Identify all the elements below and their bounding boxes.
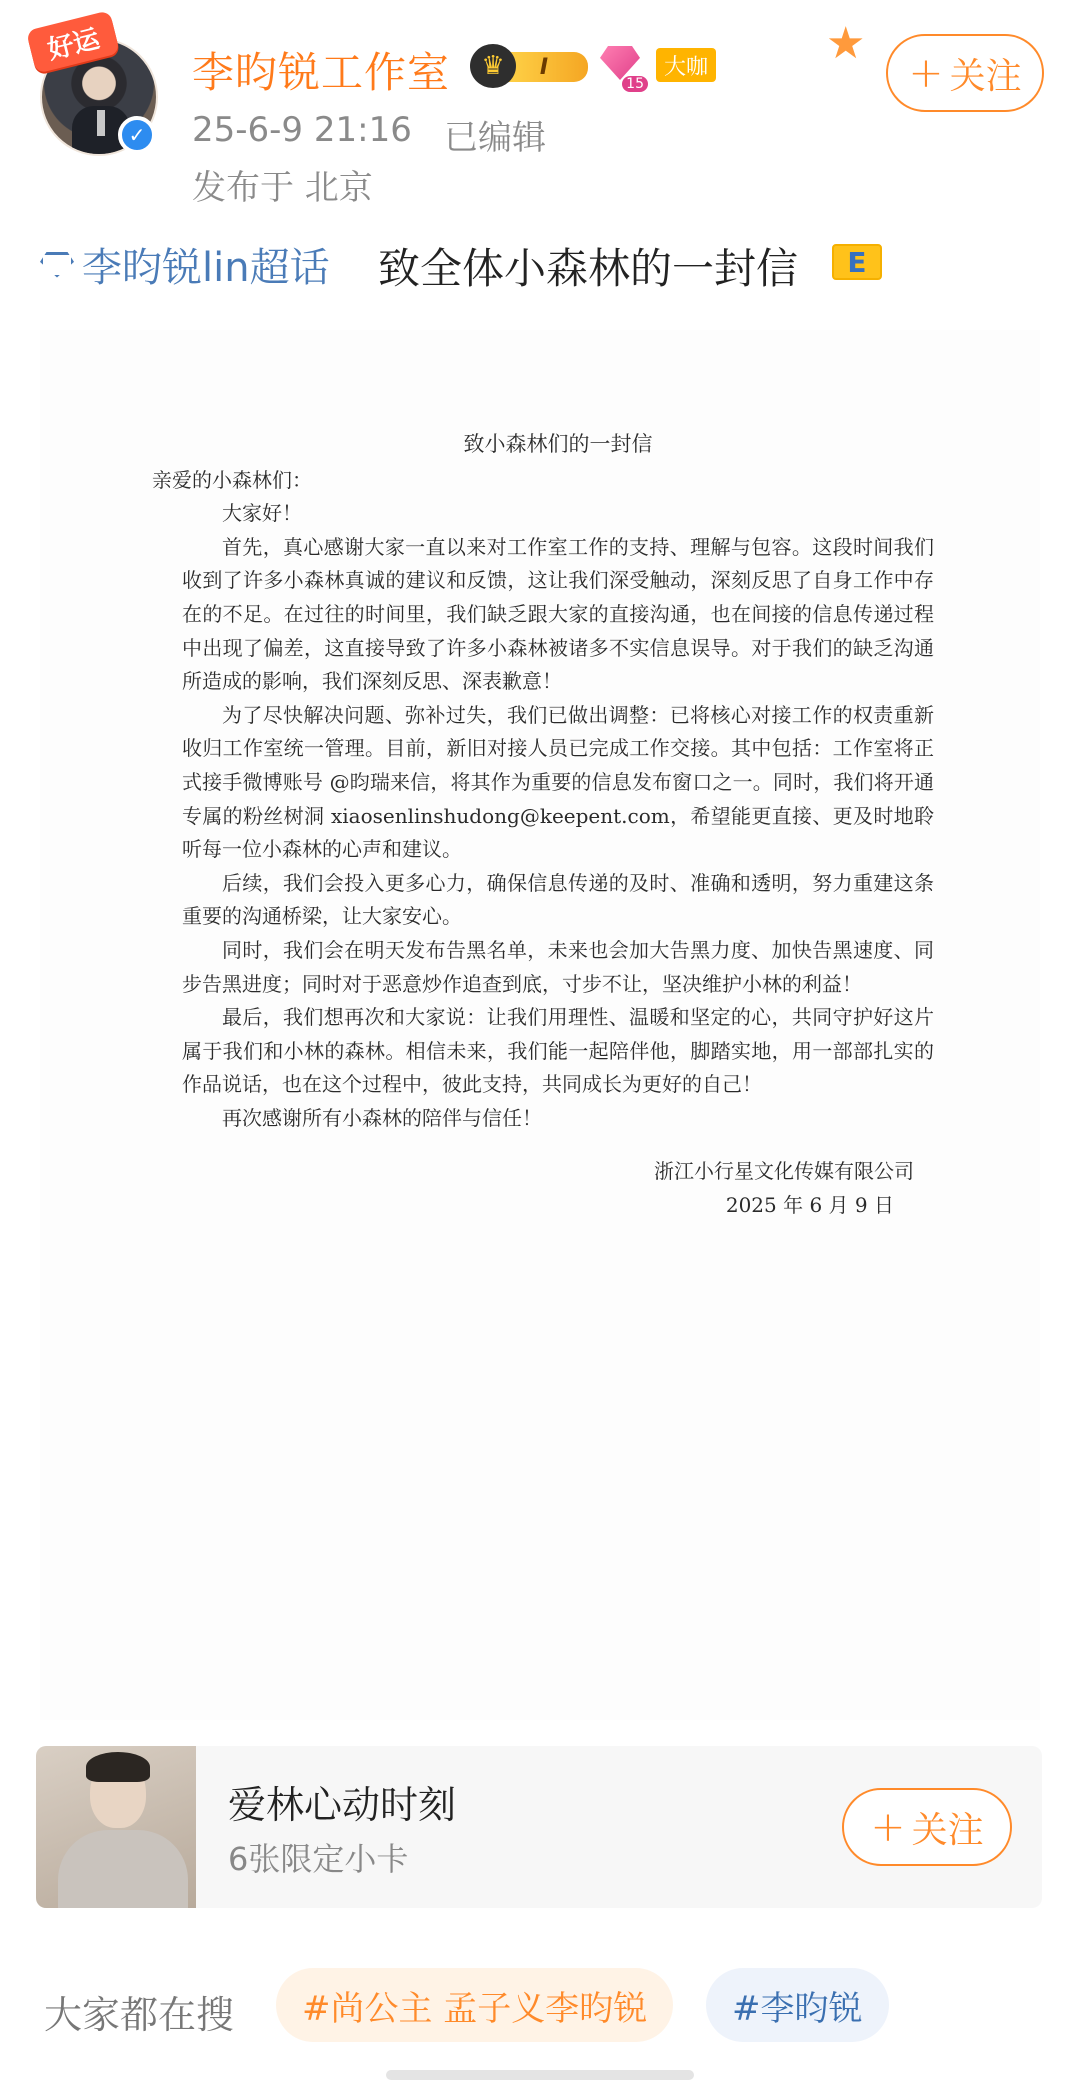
letter-greeting: 亲爱的小森林们： bbox=[152, 467, 312, 492]
letter-date: 2025 年 6 月 9 日 bbox=[725, 1193, 894, 1218]
post-title: 致全体小森林的一封信 bbox=[378, 244, 799, 293]
vip-badge[interactable] bbox=[470, 44, 588, 88]
verified-icon: ✓ bbox=[118, 116, 156, 154]
vip-level: I bbox=[500, 52, 588, 82]
search-chip[interactable]: #李昀锐 bbox=[706, 1968, 889, 2042]
post-timestamp: 25-6-9 21:16 bbox=[192, 110, 412, 150]
gem-icon bbox=[600, 46, 640, 80]
card-follow-button[interactable] bbox=[842, 1788, 1012, 1866]
thumbnail-coat bbox=[58, 1830, 188, 1908]
crown-icon: ♛ bbox=[470, 44, 516, 88]
follow-button[interactable] bbox=[886, 34, 1044, 112]
letter-paragraph: 大家好！ bbox=[222, 501, 302, 526]
gem-level: 15 bbox=[622, 76, 648, 92]
letter-paragraph: 最后，我们想再次和大家说：让我们用理性、温暖和坚定的心，共同守护好这片属于我们和小林的森林。相信未来，我们能一起陪伴他，脚踏实地，用一部部扎实的作品说话，也在这个过程中，彼此支持，共同成长为更好的自己！ bbox=[182, 1005, 934, 1097]
follow-label: 关注 bbox=[949, 55, 1022, 97]
letter-title: 致小森林们的一封信 bbox=[463, 432, 653, 456]
card-subtitle: 6张限定小卡 bbox=[228, 1840, 409, 1878]
letter-paragraph: 再次感谢所有小森林的陪伴与信任！ bbox=[222, 1105, 542, 1130]
letter-signature: 浙江小行星文化传媒有限公司 bbox=[654, 1159, 914, 1184]
plus-icon: + bbox=[870, 1802, 906, 1851]
letter-content bbox=[152, 428, 934, 1223]
trending-search-label: 大家都在搜 bbox=[44, 1993, 235, 2037]
avatar-tie bbox=[97, 110, 105, 136]
edited-label[interactable]: 已编辑 bbox=[444, 118, 546, 158]
super-topic-link[interactable] bbox=[40, 236, 330, 293]
card-follow-label: 关注 bbox=[911, 1809, 984, 1851]
lucky-badge: 好运 bbox=[26, 10, 120, 73]
search-chip[interactable]: #尚公主 孟子义李昀锐 bbox=[276, 1968, 673, 2042]
card-title: 爱林心动时刻 bbox=[228, 1783, 457, 1827]
super-topic-label: 李昀锐lin超话 bbox=[82, 245, 330, 291]
star-decoration-icon: ★ bbox=[826, 18, 866, 69]
post-location: 发布于 北京 bbox=[192, 168, 373, 208]
card-thumbnail bbox=[36, 1746, 196, 1908]
letter-paragraph: 首先，真心感谢大家一直以来对工作室工作的支持、理解与包容。这段时间我们收到了许多小森林真诚的建议和反馈，这让我们深受触动，深刻反思了自身工作中存在的不足。在过往的时间里，我们缺乏跟大家的直接沟通，也在间接的信息传递过程中出现了偏差，这直接导致了许多小森林被诸多不实信息误导。对于我们的缺乏沟通所造成的影响，我们深刻反思、深表歉意！ bbox=[182, 534, 934, 694]
letter-paragraph: 同时，我们会在明天发布告黑名单，未来也会加大告黑力度、加快告黑速度、同步告黑进度；同时对于恶意炒作追查到底，寸步不让，坚决维护小林的利益！ bbox=[182, 937, 934, 996]
username[interactable]: 李昀锐工作室 bbox=[192, 48, 451, 97]
gem-badge[interactable] bbox=[600, 46, 646, 92]
letter-image[interactable] bbox=[40, 330, 1040, 1720]
promo-card[interactable] bbox=[36, 1746, 1042, 1908]
e-emoji-icon: E bbox=[832, 244, 882, 280]
letter-paragraph: 后续，我们会投入更多心力，确保信息传递的及时、准确和透明，努力重建这条重要的沟通桥梁，让大家安心。 bbox=[182, 870, 934, 929]
letter-paragraph: 为了尽快解决问题、弥补过失，我们已做出调整：已将核心对接工作的权责重新收归工作室统一管理。目前，新旧对接人员已完成工作交接。其中包括：工作室将正式接手微博账号 @昀瑞来信，将其作为重要的信息发布窗口之一。同时，我们将开通专属的粉丝树洞 xiaosenlinshudong@keepent.com，希望能更直接、更及时地聆听每一位小森林的心声和建议。 bbox=[182, 702, 934, 862]
plus-icon: + bbox=[908, 48, 944, 97]
thumbnail-hair bbox=[86, 1752, 150, 1782]
big-shot-badge[interactable]: 大咖 bbox=[656, 48, 716, 82]
home-indicator[interactable] bbox=[386, 2070, 694, 2080]
diamond-icon bbox=[40, 252, 74, 278]
